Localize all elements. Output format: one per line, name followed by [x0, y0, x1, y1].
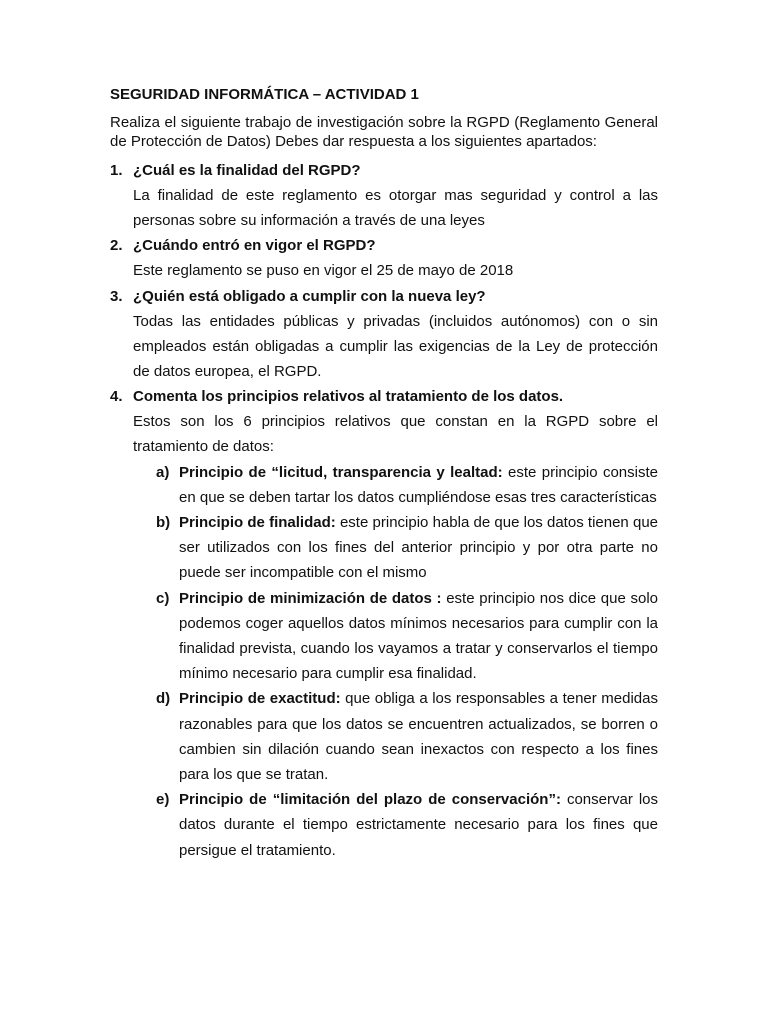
principle-heading: Principio de “licitud, transparencia y lealtad: [179, 463, 503, 481]
principle-text: este principio nos dice que solo podemos coger aquellos datos mínimos necesarios para cumplir con la finalidad prevista, cuando los vayamos a tratar y conservarlos el tiempo mínimo necesario para cumplir esa finalidad. [179, 589, 659, 683]
principle-c [156, 586, 658, 687]
principle-text: este principio consiste en que se deben tartar los datos cumpliéndose esas tres características [179, 463, 658, 506]
question-text: Comenta los principios relativos al tratamiento de los datos. [133, 388, 564, 406]
principle-body [179, 686, 658, 787]
question-text: ¿Quién está obligado a cumplir con la nueva ley? [133, 287, 486, 305]
principle-label: e) [156, 791, 170, 809]
question-number: 4. [110, 388, 123, 406]
principle-e [156, 787, 658, 863]
question-text: ¿Cuál es la finalidad del RGPD? [133, 162, 361, 179]
principle-text: que obliga a los responsables a tener medidas razonables para que los datos se encuentren actualizados, se borren o cambien sin dilación cuando sean inexactos con respecto a los fines para los que se tratan. [179, 690, 658, 784]
answer-4: Estos son los 6 principios relativos que constan en la RGPD sobre el tratamiento de datos: [133, 413, 658, 456]
question-text: ¿Cuándo entró en vigor el RGPD? [133, 237, 376, 255]
answer-1: La finalidad de este reglamento es otorgar mas seguridad y control a las personas sobre su información a través de una leyes [133, 187, 658, 230]
question-3 [110, 284, 658, 309]
principle-heading: Principio de exactitud: [179, 690, 341, 708]
principle-label: a) [156, 463, 170, 481]
principle-body [179, 510, 658, 586]
principle-label: d) [156, 690, 171, 708]
question-number: 3. [110, 287, 123, 305]
principle-b [156, 510, 658, 586]
question-1 [110, 158, 658, 183]
principle-label: c) [156, 589, 170, 607]
principle-heading: Principio de finalidad: [179, 514, 336, 532]
intro-paragraph: Realiza el siguiente trabajo de investigación sobre la RGPD (Reglamento General de Protección de Datos) Debes dar respuesta a los siguientes apartados: [110, 114, 658, 150]
question-number: 1. [110, 162, 123, 179]
answer-3: Todas las entidades públicas y privadas (incluidos autónomos) con o sin empleados están obligadas a cumplir las exigencias de la Ley de protección de datos europea, el RGPD. [133, 312, 658, 381]
document-page [110, 85, 658, 863]
principle-body [179, 586, 658, 687]
question-2 [110, 233, 658, 258]
principle-text: conservar los datos durante el tiempo estrictamente necesario para los fines que persigue el tratamiento. [179, 791, 658, 859]
principle-label: b) [156, 514, 171, 532]
principle-a [156, 460, 658, 510]
principle-d [156, 686, 658, 787]
principle-heading: Principio de minimización de datos : [179, 589, 442, 607]
principle-heading: Principio de “limitación del plazo de conservación”: [179, 791, 561, 809]
principle-text: este principio habla de que los datos tienen que ser utilizados con los fines del anterior principio y por otra parte no puede ser incompatible con el mismo [179, 514, 658, 582]
answer-2: Este reglamento se puso en vigor el 25 de mayo de 2018 [133, 262, 514, 280]
question-4 [110, 384, 658, 409]
document-title: SEGURIDAD INFORMÁTICA – ACTIVIDAD 1 [110, 86, 419, 103]
principle-body [179, 787, 658, 863]
question-number: 2. [110, 237, 123, 255]
principle-body [179, 460, 658, 510]
